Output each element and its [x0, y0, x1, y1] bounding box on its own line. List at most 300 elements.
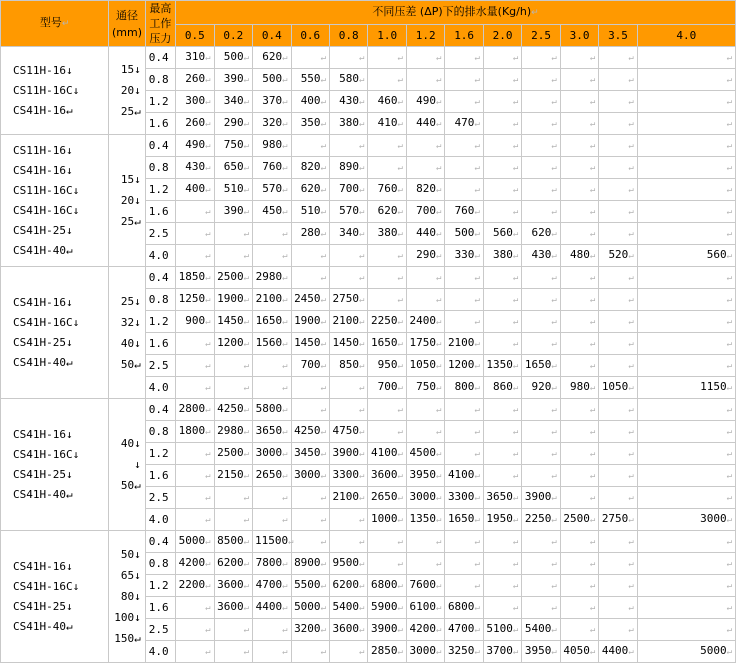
capacity-cell	[368, 619, 406, 641]
capacity-cell	[406, 223, 444, 245]
model-name: CS41H-40↵	[13, 355, 73, 369]
capacity-cell	[176, 157, 214, 179]
capacity-cell	[483, 465, 521, 487]
capacity-cell	[406, 377, 444, 399]
capacity-value: 490	[185, 138, 206, 151]
capacity-value: 2100	[332, 490, 360, 503]
paragraph-mark: ↵	[589, 405, 596, 415]
paragraph-mark: ↵	[726, 383, 732, 393]
paragraph-mark: ↵	[551, 97, 557, 107]
capacity-cell	[637, 465, 735, 487]
paragraph-mark: ↵	[551, 207, 557, 217]
paragraph-mark: ↵	[320, 53, 326, 63]
capacity-value: 2400	[409, 314, 436, 327]
paragraph-mark: ↵	[726, 163, 732, 173]
paragraph-mark: ↵	[512, 427, 519, 437]
max-pressure-cell: 2.5	[145, 223, 175, 245]
capacity-cell	[329, 245, 367, 267]
paragraph-mark: ↵	[359, 53, 365, 63]
capacity-cell	[522, 641, 560, 663]
capacity-cell	[214, 377, 252, 399]
paragraph-mark: ↵	[397, 603, 403, 613]
capacity-value: 440	[416, 116, 436, 129]
capacity-cell	[176, 421, 214, 443]
capacity-cell	[522, 553, 560, 575]
paragraph-mark: ↵	[512, 53, 519, 63]
paragraph-mark: ↵	[320, 559, 326, 569]
capacity-cell	[483, 355, 521, 377]
model-name: CS41H-25↓	[13, 599, 73, 613]
capacity-value: 430	[339, 94, 360, 107]
capacity-cell	[637, 201, 735, 223]
capacity-cell	[599, 575, 637, 597]
capacity-cell	[445, 311, 483, 333]
capacity-cell	[483, 245, 521, 267]
capacity-value: 760	[454, 204, 475, 217]
capacity-value: 410	[377, 116, 398, 129]
capacity-cell	[368, 223, 406, 245]
paragraph-mark: ↵	[512, 207, 519, 217]
capacity-cell	[522, 619, 560, 641]
capacity-value: 820	[416, 182, 436, 195]
paragraph-mark: ↵	[551, 339, 557, 349]
capacity-cell	[291, 443, 329, 465]
capacity-cell	[406, 421, 444, 443]
capacity-value: 4250	[294, 424, 321, 437]
capacity-cell	[291, 267, 329, 289]
diameter-value: 20↓	[120, 194, 141, 207]
capacity-cell	[253, 509, 291, 531]
paragraph-mark: ↵	[551, 515, 557, 525]
paragraph-mark: ↵	[474, 339, 480, 349]
capacity-value: 7600	[409, 578, 436, 591]
capacity-cell	[483, 553, 521, 575]
paragraph-mark: ↵	[243, 207, 250, 217]
capacity-cell	[329, 575, 367, 597]
capacity-value: 700	[300, 358, 321, 371]
paragraph-mark: ↵	[243, 559, 250, 569]
capacity-cell	[253, 135, 291, 157]
model-name: CS41H-16↓	[13, 295, 73, 309]
capacity-cell	[329, 421, 367, 443]
paragraph-mark: ↵	[435, 75, 442, 85]
capacity-cell	[599, 69, 637, 91]
model-name: CS11H-16C↓	[13, 83, 80, 97]
capacity-value: 5900	[371, 600, 398, 613]
capacity-value: 260	[185, 116, 206, 129]
paragraph-mark: ↵	[243, 449, 250, 459]
capacity-value: 460	[377, 94, 398, 107]
max-pressure-cell: 2.5	[145, 355, 175, 377]
paragraph-mark: ↵	[474, 317, 480, 327]
capacity-cell	[253, 311, 291, 333]
capacity-cell	[291, 355, 329, 377]
paragraph-mark: ↵	[589, 251, 596, 261]
capacity-cell	[176, 553, 214, 575]
capacity-value: 620	[531, 226, 552, 239]
capacity-cell	[483, 157, 521, 179]
paragraph-mark: ↵	[628, 273, 634, 283]
paragraph-mark: ↵	[628, 185, 634, 195]
capacity-cell	[445, 223, 483, 245]
capacity-value: 390	[223, 204, 244, 217]
paragraph-mark: ↵	[589, 449, 596, 459]
paragraph-mark: ↵	[320, 471, 326, 481]
capacity-cell	[368, 355, 406, 377]
paragraph-mark: ↵	[243, 295, 250, 305]
capacity-cell	[560, 135, 598, 157]
capacity-value: 900	[185, 314, 206, 327]
capacity-cell	[483, 641, 521, 663]
paragraph-mark: ↵	[474, 207, 480, 217]
capacity-cell	[406, 443, 444, 465]
paragraph-mark: ↵	[320, 97, 326, 107]
capacity-value: 1350	[409, 512, 436, 525]
capacity-cell	[637, 443, 735, 465]
paragraph-mark: ↵	[726, 515, 732, 525]
capacity-cell	[406, 245, 444, 267]
capacity-value: 1650	[371, 336, 398, 349]
capacity-value: 2750	[332, 292, 360, 305]
capacity-value: 1450	[217, 314, 244, 327]
capacity-cell	[329, 223, 367, 245]
capacity-value: 1250	[178, 292, 206, 305]
paragraph-mark: ↵	[397, 229, 403, 239]
paragraph-mark: ↵	[474, 185, 480, 195]
capacity-cell	[368, 553, 406, 575]
capacity-cell	[176, 47, 214, 69]
capacity-cell	[291, 289, 329, 311]
capacity-cell	[329, 157, 367, 179]
paragraph-mark: ↵	[512, 163, 519, 173]
capacity-cell	[406, 619, 444, 641]
capacity-value: 4700	[255, 578, 283, 591]
capacity-cell	[406, 113, 444, 135]
paragraph-mark: ↵	[726, 537, 732, 547]
capacity-cell	[483, 223, 521, 245]
capacity-cell	[522, 355, 560, 377]
paragraph-mark: ↵	[282, 251, 288, 261]
capacity-value: 800	[454, 380, 475, 393]
capacity-value: 1650	[447, 512, 475, 525]
capacity-cell	[483, 267, 521, 289]
paragraph-mark: ↵	[551, 647, 557, 657]
capacity-value: 380	[377, 226, 398, 239]
paragraph-mark: ↵	[628, 537, 634, 547]
paragraph-mark: ↵	[397, 625, 403, 635]
capacity-value: 440	[416, 226, 436, 239]
paragraph-mark: ↵	[628, 581, 634, 591]
capacity-cell	[253, 619, 291, 641]
paragraph-mark: ↵	[288, 537, 294, 547]
capacity-cell	[483, 377, 521, 399]
paragraph-mark: ↵	[589, 515, 596, 525]
paragraph-mark: ↵	[205, 361, 211, 371]
capacity-cell	[637, 377, 735, 399]
model-name: CS41H-25↓	[13, 335, 73, 349]
model-name: CS41H-25↓	[13, 467, 73, 481]
model-name: CS41H-16↓	[13, 163, 73, 177]
capacity-cell	[214, 201, 252, 223]
capacity-cell	[445, 113, 483, 135]
capacity-cell	[560, 531, 598, 553]
capacity-cell	[253, 289, 291, 311]
capacity-cell	[406, 399, 444, 421]
capacity-value: 3900	[371, 622, 398, 635]
paragraph-mark: ↵	[359, 339, 365, 349]
model-name: CS41H-16C↓	[13, 315, 80, 329]
paragraph-mark: ↵	[320, 339, 326, 349]
capacity-cell	[560, 355, 598, 377]
paragraph-mark: ↵	[282, 119, 288, 129]
capacity-value: 860	[493, 380, 513, 393]
pressure-diff-header: 2.0	[483, 25, 521, 47]
capacity-cell	[483, 179, 521, 201]
paragraph-mark: ↵	[589, 75, 596, 85]
model-cell	[1, 135, 109, 267]
capacity-cell	[483, 201, 521, 223]
capacity-cell	[445, 597, 483, 619]
capacity-cell	[214, 69, 252, 91]
paragraph-mark: ↵	[282, 361, 288, 371]
capacity-value: 510	[300, 204, 321, 217]
capacity-cell	[599, 267, 637, 289]
capacity-cell	[522, 91, 560, 113]
capacity-cell	[522, 289, 560, 311]
capacity-cell	[522, 421, 560, 443]
paragraph-mark: ↵	[205, 185, 211, 195]
capacity-cell	[176, 619, 214, 641]
paragraph-mark: ↵	[551, 383, 557, 393]
capacity-value: 2250	[524, 512, 552, 525]
capacity-cell	[291, 179, 329, 201]
capacity-cell	[483, 289, 521, 311]
capacity-cell	[522, 267, 560, 289]
capacity-value: 500	[454, 226, 475, 239]
paragraph-mark: ↵	[628, 317, 634, 327]
paragraph-mark: ↵	[628, 229, 634, 239]
capacity-value: 3600	[371, 468, 398, 481]
paragraph-mark: ↵	[435, 273, 442, 283]
capacity-cell	[483, 597, 521, 619]
capacity-value: 330	[454, 248, 475, 261]
capacity-value: 1650	[524, 358, 552, 371]
paragraph-mark: ↵	[551, 75, 557, 85]
capacity-cell	[214, 157, 252, 179]
paragraph-mark: ↵	[397, 119, 403, 129]
paragraph-mark: ↵	[205, 383, 211, 393]
capacity-value: 750	[223, 138, 244, 151]
capacity-cell	[329, 289, 367, 311]
paragraph-mark: ↵	[435, 383, 442, 393]
capacity-cell	[253, 465, 291, 487]
paragraph-mark: ↵	[726, 427, 732, 437]
pressure-diff-header: 0.4	[253, 25, 291, 47]
table-row	[1, 399, 736, 421]
capacity-cell	[329, 69, 367, 91]
paragraph-mark: ↵	[551, 625, 557, 635]
capacity-value: 1150	[700, 380, 727, 393]
capacity-value: 4400	[601, 644, 629, 657]
capacity-cell	[483, 509, 521, 531]
capacity-value: 3000	[700, 512, 727, 525]
paragraph-mark: ↵	[205, 405, 211, 415]
capacity-cell	[329, 553, 367, 575]
capacity-cell	[368, 333, 406, 355]
capacity-cell	[406, 509, 444, 531]
paragraph-mark: ↵	[726, 229, 732, 239]
paragraph-mark: ↵	[551, 295, 557, 305]
pressure-diff-header: 0.8	[329, 25, 367, 47]
capacity-cell	[176, 355, 214, 377]
capacity-cell	[176, 245, 214, 267]
capacity-cell	[253, 575, 291, 597]
capacity-cell	[176, 201, 214, 223]
paragraph-mark: ↵	[512, 493, 519, 503]
paragraph-mark: ↵	[551, 317, 557, 327]
paragraph-mark: ↵	[397, 581, 403, 591]
paragraph-mark: ↵	[282, 383, 288, 393]
capacity-value: 1560	[255, 336, 283, 349]
diameter-value: 150↵	[114, 632, 141, 645]
capacity-cell	[599, 487, 637, 509]
capacity-cell	[637, 135, 735, 157]
capacity-cell	[560, 421, 598, 443]
paragraph-mark: ↵	[205, 339, 211, 349]
capacity-cell	[214, 443, 252, 465]
paragraph-mark: ↵	[397, 141, 403, 151]
capacity-value: 4200	[409, 622, 436, 635]
paragraph-mark: ↵	[726, 559, 732, 569]
capacity-cell	[445, 135, 483, 157]
paragraph-mark: ↵	[397, 75, 403, 85]
capacity-value: 560	[493, 226, 513, 239]
capacity-value: 5500	[294, 578, 321, 591]
capacity-cell	[329, 179, 367, 201]
paragraph-mark: ↵	[243, 251, 250, 261]
capacity-value: 3900	[524, 490, 552, 503]
paragraph-mark: ↵	[551, 185, 557, 195]
paragraph-mark: ↵	[551, 53, 557, 63]
capacity-cell	[291, 377, 329, 399]
paragraph-mark: ↵	[282, 185, 288, 195]
capacity-value: 520	[608, 248, 629, 261]
capacity-cell	[637, 311, 735, 333]
capacity-cell	[599, 91, 637, 113]
capacity-cell	[253, 443, 291, 465]
capacity-cell	[291, 47, 329, 69]
capacity-cell	[637, 47, 735, 69]
paragraph-mark: ↵	[726, 207, 732, 217]
capacity-cell	[368, 641, 406, 663]
paragraph-mark: ↵	[551, 361, 557, 371]
capacity-cell	[176, 399, 214, 421]
paragraph-mark: ↵	[282, 603, 288, 613]
capacity-cell	[483, 531, 521, 553]
capacity-cell	[176, 333, 214, 355]
capacity-cell	[176, 531, 214, 553]
capacity-value: 3650	[255, 424, 283, 437]
paragraph-mark: ↵	[512, 515, 519, 525]
capacity-cell	[291, 487, 329, 509]
capacity-cell	[214, 575, 252, 597]
paragraph-mark: ↵	[512, 603, 519, 613]
capacity-cell	[214, 333, 252, 355]
paragraph-mark: ↵	[397, 405, 403, 415]
paragraph-mark: ↵	[435, 229, 442, 239]
capacity-value: 1800	[178, 424, 206, 437]
paragraph-mark: ↵	[726, 493, 732, 503]
paragraph-mark: ↵	[589, 273, 596, 283]
paragraph-mark: ↵	[628, 97, 634, 107]
capacity-value: 3300	[332, 468, 360, 481]
capacity-value: 500	[262, 72, 283, 85]
paragraph-mark: ↵	[205, 229, 211, 239]
paragraph-mark: ↵	[282, 559, 288, 569]
capacity-cell	[368, 245, 406, 267]
capacity-value: 2650	[255, 468, 283, 481]
capacity-cell	[560, 575, 598, 597]
capacity-cell	[368, 465, 406, 487]
capacity-cell	[445, 421, 483, 443]
paragraph-mark: ↵	[243, 97, 250, 107]
capacity-cell	[368, 91, 406, 113]
capacity-cell	[253, 399, 291, 421]
capacity-value: 3000	[409, 644, 436, 657]
capacity-cell	[637, 179, 735, 201]
capacity-cell	[176, 267, 214, 289]
capacity-value: 430	[531, 248, 552, 261]
capacity-cell	[599, 641, 637, 663]
capacity-value: 3600	[217, 578, 244, 591]
capacity-cell	[599, 333, 637, 355]
paragraph-mark: ↵	[205, 471, 211, 481]
paragraph-mark: ↵	[628, 515, 634, 525]
capacity-cell	[329, 311, 367, 333]
capacity-cell	[637, 509, 735, 531]
capacity-value: 2500	[217, 446, 244, 459]
capacity-value: 1450	[294, 336, 321, 349]
paragraph-mark: ↵	[359, 119, 365, 129]
paragraph-mark: ↵	[551, 493, 557, 503]
paragraph-mark: ↵	[320, 75, 326, 85]
paragraph-mark: ↵	[243, 163, 250, 173]
capacity-cell	[368, 399, 406, 421]
paragraph-mark: ↵	[435, 97, 442, 107]
capacity-cell	[291, 509, 329, 531]
max-pressure-cell: 4.0	[145, 377, 175, 399]
capacity-value: 950	[377, 358, 398, 371]
capacity-value: 3600	[332, 622, 360, 635]
diameter-cell	[109, 47, 145, 135]
capacity-cell	[560, 399, 598, 421]
paragraph-mark: ↵	[551, 141, 557, 151]
capacity-value: 1450	[332, 336, 360, 349]
capacity-value: 650	[223, 160, 244, 173]
capacity-value: 750	[416, 380, 436, 393]
paragraph-mark: ↵	[243, 185, 250, 195]
capacity-cell	[214, 619, 252, 641]
paragraph-mark: ↵	[474, 515, 480, 525]
capacity-cell	[637, 641, 735, 663]
capacity-cell	[406, 201, 444, 223]
paragraph-mark: ↵	[282, 427, 288, 437]
capacity-cell	[368, 487, 406, 509]
max-pressure-cell: 1.2	[145, 575, 175, 597]
capacity-value: 430	[185, 160, 206, 173]
capacity-cell	[522, 201, 560, 223]
capacity-value: 550	[300, 72, 321, 85]
